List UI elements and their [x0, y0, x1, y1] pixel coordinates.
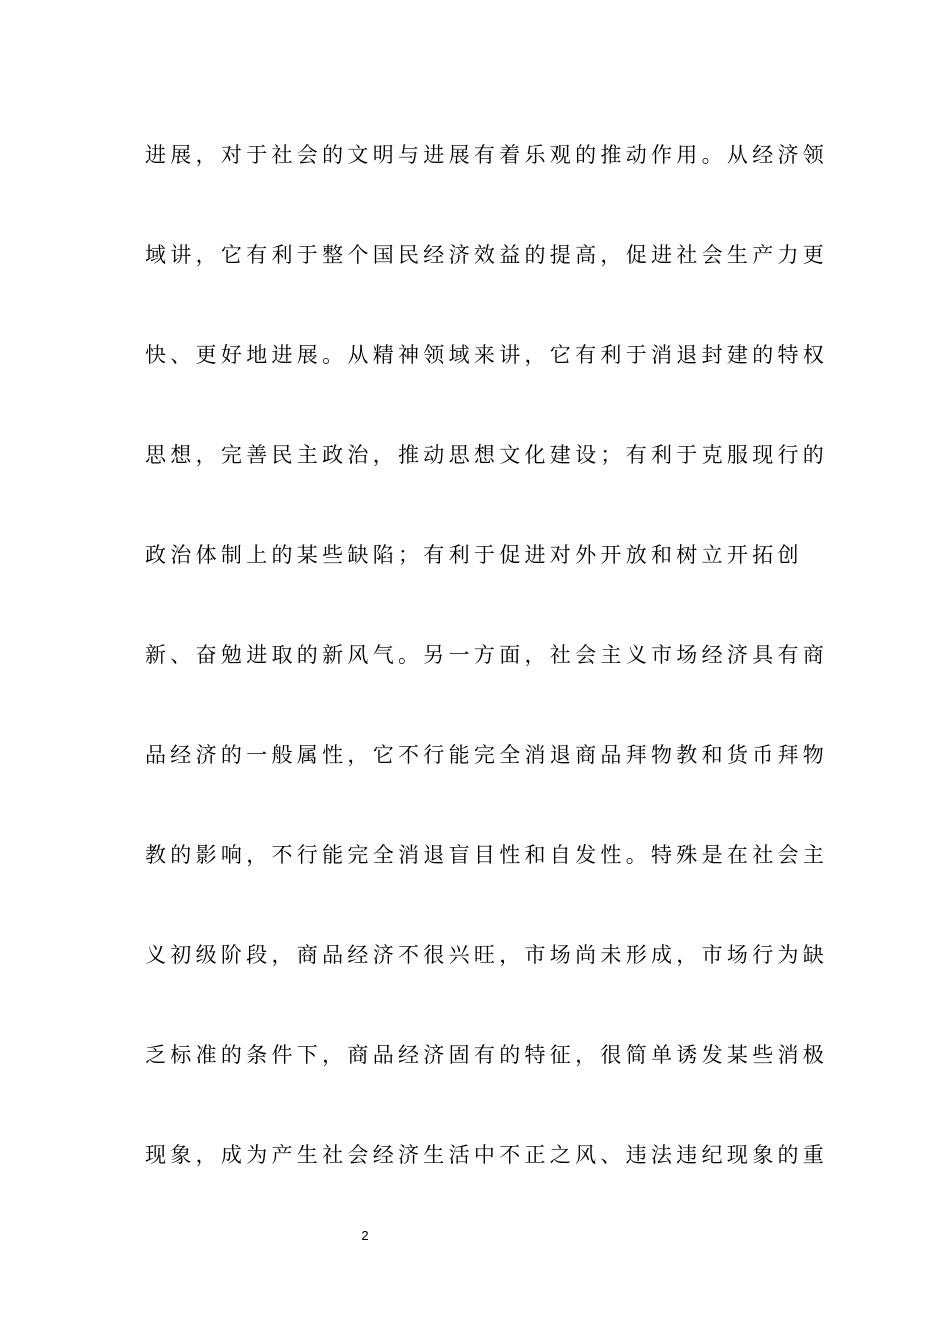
- text-line: 域讲，它有利于整个国民经济效益的提高，促进社会生产力更: [145, 243, 829, 267]
- text-line: 进展，对于社会的文明与进展有着乐观的推动作用。从经济领: [145, 143, 829, 167]
- text-line: 政治体制上的某些缺陷；有利于促进对外开放和树立开拓创: [145, 543, 803, 567]
- text-line: 教的影响，不行能完全消退盲目性和自发性。特殊是在社会主: [145, 843, 829, 867]
- text-line: 义初级阶段，商品经济不很兴旺，市场尚未形成，市场行为缺: [145, 943, 829, 967]
- text-line: 乏标准的条件下，商品经济固有的特征，很简单诱发某些消极: [145, 1043, 829, 1067]
- text-line: 品经济的一般属性，它不行能完全消退商品拜物教和货币拜物: [145, 743, 829, 767]
- text-line: 新、奋勉进取的新风气。另一方面，社会主义市场经济具有商: [145, 643, 829, 667]
- text-line: 快、更好地进展。从精神领域来讲，它有利于消退封建的特权: [145, 343, 829, 367]
- body-text: [145, 130, 829, 1230]
- text-line: 现象，成为产生社会经济生活中不正之风、违法违纪现象的重: [145, 1143, 829, 1167]
- text-line: 思想，完善民主政治，推动思想文化建设；有利于克服现行的: [145, 443, 829, 467]
- page-number: 2: [361, 1228, 369, 1243]
